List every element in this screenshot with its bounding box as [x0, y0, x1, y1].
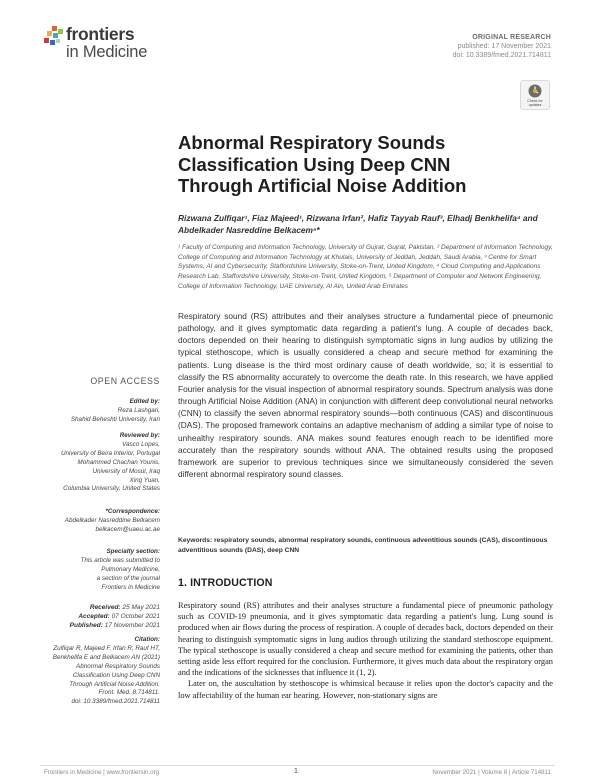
reviewer-line: Columbia University, United States: [63, 485, 160, 493]
intro-paragraph-1: Respiratory sound (RS) attributes and their analyses structure a fundamental piece of pneumonic pathology such as COVID-19 pneumonia, and it gives symptomatic data regarding a patient's lung. Lung sound is produced when air flows during the process of respiration. A couple of decades back, doctors depended on their hearing to distinguish symptomatic signs in lung audios through utilizing the standard stethoscope equipment. The typical stethoscope is usually considered a cheap and secure method for examining the patients, other than setting aside less effort required for the conclusion. Furthermore, it gives much data about the respiratory organ and the indications of the sicknesses that influence it (1, 2).: [178, 601, 553, 678]
keywords-label: Keywords:: [178, 537, 213, 544]
author-list: Rizwana Zulfiqar¹, Fiaz Majeed¹, Rizwana Irfan², Hafiz Tayyab Rauf³, Elhadj Benkhelifa⁴ and Abdelkader Nasreddine Belkacem⁵*: [178, 213, 538, 235]
received-date: 25 May 2021: [122, 604, 160, 611]
page-number: 1: [294, 768, 298, 775]
reviewed-by-label: Reviewed by:: [119, 432, 160, 439]
citation-line: Benkhelifa E and Belkacem AN (2021): [52, 653, 160, 661]
specialty-line: This article was submitted to: [80, 556, 160, 564]
citation-label: Citation:: [134, 636, 160, 643]
dates-block: [10, 603, 160, 630]
citation-line: Through Artificial Noise Addition.: [69, 680, 160, 688]
open-access-label: OPEN ACCESS: [90, 376, 160, 386]
article-type: ORIGINAL RESEARCH: [472, 34, 551, 41]
correspondence-label: *Correspondence:: [105, 508, 160, 515]
reviewer-line: Mohammed Chachan Younis,: [77, 458, 160, 466]
specialty-label: Specialty section:: [106, 548, 160, 555]
reviewer-line: Xing Yuan,: [129, 476, 160, 484]
keywords: [178, 536, 553, 555]
correspondence-email[interactable]: belkacem@uaeu.ac.ae: [95, 525, 160, 533]
doi-link[interactable]: doi: 10.3389/fmed.2021.714811: [452, 52, 551, 59]
specialty-line: Frontiers in Medicine: [101, 583, 160, 591]
footer-journal-link[interactable]: Frontiers in Medicine | www.frontiersin.org: [44, 769, 160, 776]
journal-logo-line1: frontiers: [66, 24, 135, 44]
check-for-updates-badge[interactable]: [520, 80, 550, 110]
published-date: published: 17 November 2021: [457, 43, 551, 50]
keywords-values: respiratory sounds, abnormal respiratory sounds, continuous adventitious sounds (CAS), discontinuous adventitious sounds (DAS), deep CNN: [178, 537, 548, 554]
received-label: Received:: [89, 604, 121, 611]
published-label: Published:: [69, 622, 103, 630]
badge-text-1: Check for: [527, 99, 543, 103]
journal-logo-line2: in Medicine: [66, 43, 148, 61]
specialty-block: [10, 548, 160, 593]
citation-line: Zulfiqar R, Majeed F, Irfan R, Rauf HT,: [53, 644, 160, 652]
reviewer-line: University of Mosul, Iraq: [92, 467, 160, 475]
abstract: Respiratory sound (RS) attributes and their analyses structure a fundamental piece of pneumonic pathology, and it gives symptomatic data regarding a patient's lung. A couple of decades back, doctors depended on their hearing to distinguish symptomatic signs in lung audios by utilizing the typical stethoscope, which is usually considered a cheap and secure method for examining the patients. Lung disease is the third most ordinary cause of death worldwide, so; it is essential to classify the RS abnormality accurately to overcome the death rate. In this research, we have applied Fourier analysis for the visual inspection of abnormal respiratory sounds. Spectrum analysis was done through Artificial Noise Addition (ANA) in conjunction with different deep convolutional neural networks (CNN) to classify the seven abnormal respiratory sounds—both continuous (CAS) and discontinuous (DAS). The proposed framework contains an adaptive mechanism of adding a similar type of noise to unhealthy respiratory sounds. ANA makes sound features enough reach to be identified more accurately than the respiratory sounds without ANA. The obtained results using the proposed framework are superior to previous techniques since we simultaneously considered the seven different abnormal respiratory sound classes.: [178, 311, 553, 480]
accepted-label: Accepted:: [78, 613, 110, 621]
footer-divider: [40, 765, 555, 766]
citation-block: [10, 636, 160, 707]
edited-by-block: [10, 398, 160, 425]
introduction-text: [178, 600, 553, 701]
reviewer-line: Vasco Lopes,: [122, 440, 160, 448]
specialty-line: a section of the journal: [96, 574, 160, 582]
affiliations: ¹ Faculty of Computing and Information Technology, University of Gujrat, Gujrat, Pakistan, ² Department of Information Technology, College of Computing and Information Technology at Khulais, University of Jeddah, Jeddah, Saudi Arabia, ³ Centre for Smart Systems, AI and Cybersecurity, Staffordshire University, Stoke-on-Trent, United Kingdom, ⁴ Cloud Computing and Applications Research Lab, Staffordshire University, Stoke-on-Trent, United Kingdom, ⁵ Department of Computer and Network Engineering, College of Information Technology, UAE University, Al Ain, United Arab Emirates: [178, 244, 553, 290]
article-title: Abnormal Respiratory Sounds Classification Using Deep CNN Through Artificial Noise Addition: [178, 132, 467, 196]
editor-affiliation: Shahid Beheshti University, Iran: [70, 415, 160, 423]
badge-text-2: updates: [528, 103, 542, 107]
reviewed-by-block: [10, 432, 160, 494]
correspondence-block: [10, 508, 160, 535]
intro-paragraph-2: Later on, the auscultation by stethoscope is whimsical because it relies upon the doctor's capacity and the low affectability of the human ear hearing. However, non-stationary signs are: [178, 679, 553, 700]
correspondence-name: Abdelkader Nasreddine Belkacem: [64, 516, 160, 524]
citation-doi[interactable]: doi: 10.3389/fmed.2021.714811: [71, 698, 160, 706]
citation-line: Abnormal Respiratory Sounds: [76, 662, 160, 670]
footer-volume-info: November 2021 | Volume 8 | Article 714811: [432, 769, 551, 776]
editor-name: Reza Lashgari,: [117, 406, 160, 414]
accepted-date: 07 October 2021: [111, 613, 160, 621]
reviewer-line: University of Beira Interior, Portugal: [60, 449, 160, 457]
edited-by-label: Edited by:: [129, 398, 160, 405]
published-date-side: 17 November 2021: [104, 622, 160, 630]
citation-line: Front. Med. 8:714811.: [98, 689, 160, 697]
article-meta: [453, 33, 551, 60]
section-heading: 1. INTRODUCTION: [178, 577, 273, 589]
frontiers-logo-icon: [44, 26, 64, 48]
specialty-line: Pulmonary Medicine,: [101, 565, 160, 573]
citation-line: Classification Using Deep CNN: [72, 671, 160, 679]
